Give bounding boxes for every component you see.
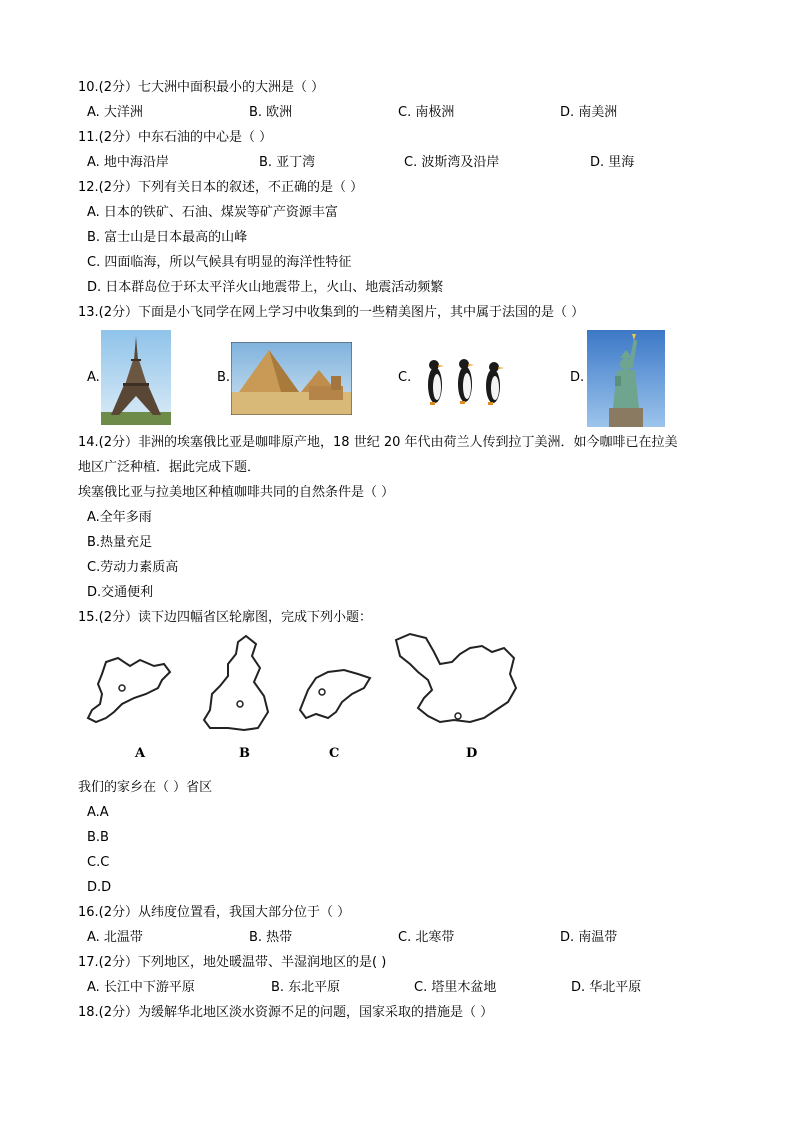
q16-option-a[interactable]: A. 北温带 [87,930,143,945]
q10-option-a[interactable]: A. 大洋洲 [87,105,143,120]
q10-option-b[interactable]: B. 欧洲 [249,105,293,120]
q12-option-b[interactable]: B. 富士山是日本最高的山峰 [87,230,248,245]
question-16-stem: 16.(2分）从纬度位置看，我国大部分位于（ ） [78,905,351,920]
q15-option-d[interactable]: D.D [87,880,112,895]
q17-option-a[interactable]: A. 长江中下游平原 [87,980,195,995]
q11-option-d[interactable]: D. 里海 [590,155,635,170]
q10-option-d[interactable]: D. 南美洲 [560,105,618,120]
question-17-stem: 17.(2分）下列地区，地处暖温带、半湿润地区的是( ) [78,955,387,970]
province-d-outline [396,634,516,722]
question-14-stem: 14.(2分）非洲的埃塞俄比亚是咖啡原产地，18 世纪 20 年代由荷兰人传到拉丁美洲．如今咖啡已在拉美 [78,435,678,450]
q16-option-c[interactable]: C. 北寒带 [398,930,455,945]
q11-option-b[interactable]: B. 亚丁湾 [259,155,316,170]
province-b-outline [204,636,268,730]
q16-option-b[interactable]: B. 热带 [249,930,293,945]
pyramid-sphinx-image[interactable] [231,342,352,415]
question-14-sub-stem: 埃塞俄比亚与拉美地区种植咖啡共同的自然条件是（ ） [78,485,395,500]
eiffel-tower-image[interactable] [101,330,171,425]
question-15-sub-stem: 我们的家乡在（ ）省区 [78,780,213,795]
q12-option-d[interactable]: D. 日本群岛位于环太平洋火山地震带上，火山、地震活动频繁 [87,280,444,295]
q15-option-c[interactable]: C.C [87,855,110,870]
q16-option-d[interactable]: D. 南温带 [560,930,618,945]
question-13-stem: 13.(2分）下面是小飞同学在网上学习中收集到的一些精美图片，其中属于法国的是（ ） [78,305,585,320]
question-11-stem: 11.(2分）中东石油的中心是（ ） [78,130,273,145]
q17-option-c[interactable]: C. 塔里木盆地 [414,980,497,995]
q10-option-c[interactable]: C. 南极洲 [398,105,455,120]
q11-option-a[interactable]: A. 地中海沿岸 [87,155,169,170]
q13-option-b[interactable]: B. [217,370,231,385]
q14-option-a[interactable]: A.全年多雨 [87,510,152,525]
question-12-stem: 12.(2分）下列有关日本的叙述，不正确的是（ ） [78,180,364,195]
province-a-outline [88,658,170,722]
q13-option-a[interactable]: A. [87,370,100,385]
province-c-outline [300,670,370,718]
q15-option-b[interactable]: B.B [87,830,109,845]
statue-of-liberty-image[interactable] [587,330,665,427]
map-label-d: D [466,746,478,761]
q11-option-c[interactable]: C. 波斯湾及沿岸 [404,155,500,170]
q15-option-a[interactable]: A.A [87,805,109,820]
q12-option-c[interactable]: C. 四面临海，所以气候具有明显的海洋性特征 [87,255,352,270]
map-label-c: C [329,746,340,761]
province-outline-maps [78,632,528,767]
q13-option-c[interactable]: C. [398,370,412,385]
map-label-b: B [239,746,250,761]
map-label-a: A [135,746,146,761]
q14-option-b[interactable]: B.热量充足 [87,535,153,550]
question-18-stem: 18.(2分）为缓解华北地区淡水资源不足的问题，国家采取的措施是（ ） [78,1005,494,1020]
q12-option-a[interactable]: A. 日本的铁矿、石油、煤炭等矿产资源丰富 [87,205,338,220]
q17-option-b[interactable]: B. 东北平原 [271,980,341,995]
q13-option-d[interactable]: D. [570,370,585,385]
q17-option-d[interactable]: D. 华北平原 [571,980,642,995]
question-14-stem-cont: 地区广泛种植．据此完成下题． [78,460,261,475]
q14-option-c[interactable]: C.劳动力素质高 [87,560,179,575]
question-15-stem: 15.(2分）读下边四幅省区轮廓图，完成下列小题： [78,610,373,625]
question-10-stem: 10.(2分）七大洲中面积最小的大洲是（ ） [78,80,325,95]
penguins-image[interactable] [420,355,510,410]
q14-option-d[interactable]: D.交通便利 [87,585,154,600]
